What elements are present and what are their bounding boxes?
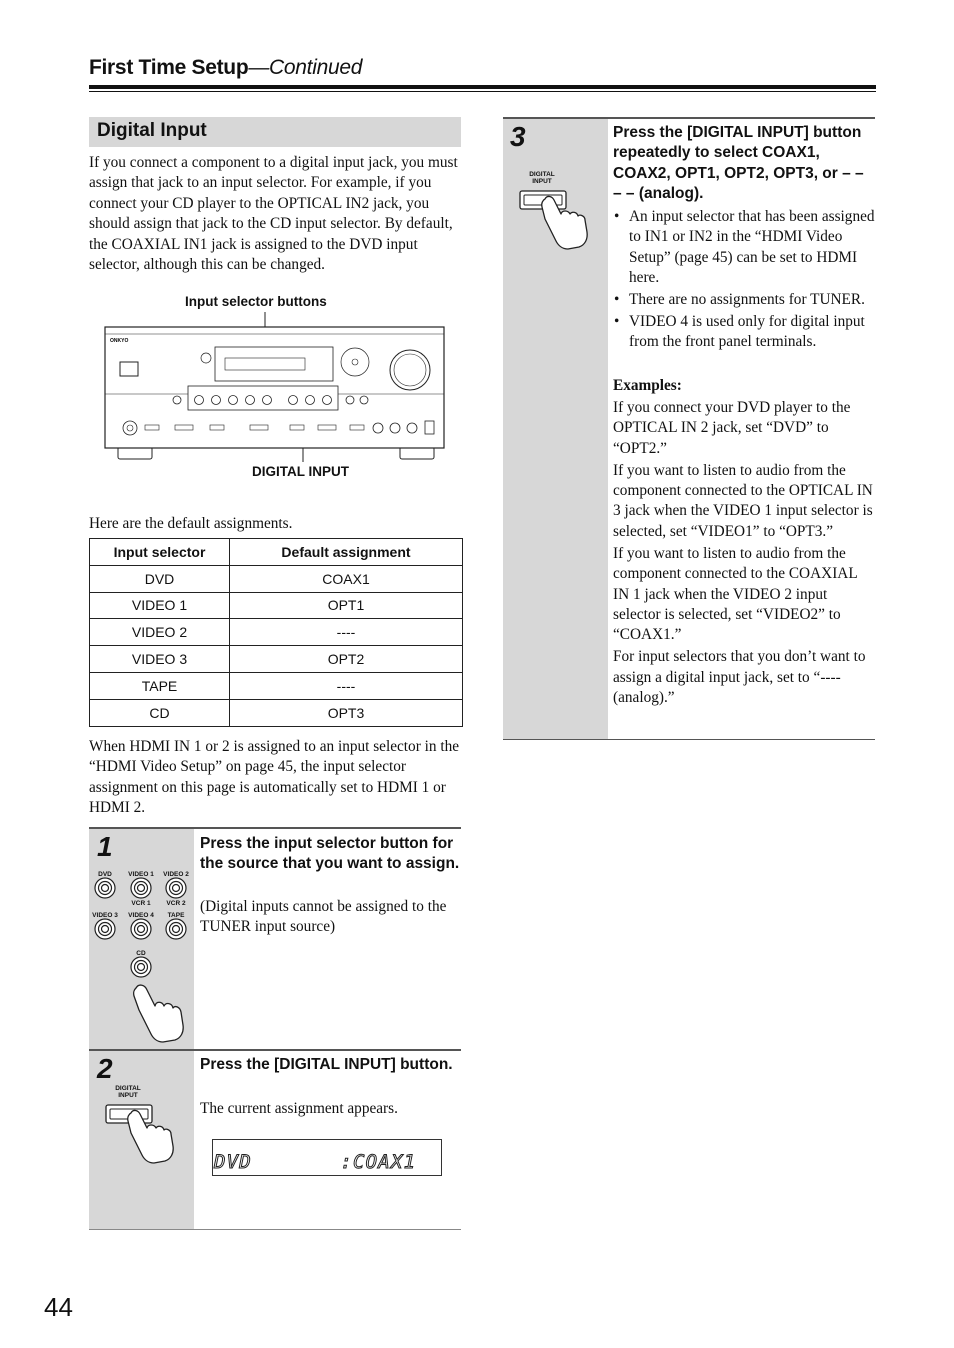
example-paragraph: For input selectors that you don’t want to assign a digital input jack, set to “---- (analog).” (613, 648, 866, 707)
hdmi-note-paragraph: When HDMI IN 1 or 2 is assigned to an input selector in the “HDMI Video Setup” on page 45, the input selector assignment on this page is automatically set to HDMI 1 or HDMI 2. (89, 738, 460, 817)
header-title-text: First Time Setup (89, 56, 249, 79)
table-cell: VIDEO 1 (90, 592, 230, 619)
step3-button-label-line2: INPUT (532, 178, 552, 185)
header-continued-text: —Continued (248, 56, 363, 79)
table-row (90, 565, 463, 592)
table-cell: VIDEO 3 (90, 646, 230, 673)
table-cell: VIDEO 2 (90, 619, 230, 646)
step2-number: 2 (97, 1053, 113, 1084)
step2-body: The current assignment appears. (200, 1100, 398, 1117)
lcd-display-text: DVD :COAX1 (214, 1151, 417, 1173)
vcr1-label: VCR 1 (131, 900, 151, 907)
table-row (90, 646, 463, 673)
example-paragraph: If you want to listen to audio from the component connected to the COAXIAL IN 1 jack when the VIDEO 2 input selector is selected, set “VIDEO2” to “COAX1.” (613, 544, 858, 644)
list-item: • An input selector that has been assigned to IN1 or IN2 in the “HDMI Video Setup” (page 45) can be set to HDMI here. (613, 207, 875, 289)
step3-number: 3 (510, 121, 526, 152)
input-selector-buttons-illustration (89, 870, 194, 1045)
step3-button-label (520, 171, 564, 185)
examples-block (613, 376, 875, 710)
section-title: Digital Input (97, 120, 207, 141)
step3-heading: Press the [DIGITAL INPUT] button repeatedly to select COAX1, COAX2, OPT1, OPT2, OPT3, or – – – – (analog). (613, 124, 864, 203)
digital-input-label: DIGITAL INPUT (252, 464, 349, 479)
table-header-input-selector: Input selector (90, 539, 230, 566)
brand-text: ONKYO (110, 338, 129, 344)
table-cell: CD (90, 699, 230, 726)
table-cell: COAX1 (230, 565, 463, 592)
step1-body: (Digital inputs cannot be assigned to the TUNER input source) (200, 898, 447, 936)
receiver-front-panel-diagram (100, 310, 452, 466)
table-header-default-assignment: Default assignment (230, 539, 463, 566)
step2-button-label-line2: INPUT (118, 1092, 138, 1099)
video1-button-label: VIDEO 1 (128, 871, 154, 878)
vcr2-label: VCR 2 (166, 900, 186, 907)
step1-number: 1 (97, 831, 113, 862)
table-cell: OPT3 (230, 699, 463, 726)
header-rule-thick (89, 85, 876, 89)
step1-heading: Press the input selector button for the source that you want to assign. (200, 835, 460, 873)
table-cell: OPT2 (230, 646, 463, 673)
table-cell: ---- (230, 672, 463, 699)
step2-heading: Press the [DIGITAL INPUT] button. (200, 1056, 453, 1073)
digital-input-button-illustration (518, 189, 598, 251)
table-cell: OPT1 (230, 592, 463, 619)
list-item: • There are no assignments for TUNER. (613, 290, 875, 310)
table-cell: TAPE (90, 672, 230, 699)
video4-button-label: VIDEO 4 (128, 912, 154, 919)
header-rule-thin (89, 91, 876, 92)
pointing-hand-icon (134, 985, 184, 1042)
examples-title: Examples: (613, 377, 682, 394)
video3-button-label: VIDEO 3 (92, 912, 118, 919)
table-row (90, 619, 463, 646)
table-row (90, 592, 463, 619)
digital-input-button-illustration (104, 1103, 184, 1165)
table-row (90, 699, 463, 726)
default-assignment-table (89, 538, 463, 727)
step3-button-label-line1: DIGITAL (529, 171, 555, 178)
list-item: • VIDEO 4 is used only for digital input from the front panel terminals. (613, 312, 875, 353)
video2-button-label: VIDEO 2 (163, 871, 189, 878)
tape-button-label: TAPE (167, 912, 185, 919)
table-cell: DVD (90, 565, 230, 592)
page-number: 44 (44, 1292, 73, 1322)
step3-bullet-list (613, 207, 875, 354)
dvd-button-label: DVD (98, 871, 112, 878)
example-paragraph: If you want to listen to audio from the component connected to the OPTICAL IN 3 jack when the VIDEO 1 input selector is selected, set “VIDEO1” to “OPT3.” (613, 461, 873, 540)
table-header-row (90, 539, 463, 566)
step2-button-label (106, 1085, 150, 1099)
defaults-intro: Here are the default assignments. (89, 515, 293, 532)
page-header-title (89, 56, 362, 80)
step2-bottom-rule (89, 1229, 461, 1230)
example-paragraph: If you connect your DVD player to the OPTICAL IN 2 jack, set “DVD” to “OPT2.” (613, 398, 851, 457)
input-selector-buttons-label: Input selector buttons (185, 294, 327, 309)
intro-paragraph: If you connect a component to a digital input jack, you must assign that jack to an input selector. For example, if you connect your CD player to the OPTICAL IN2 jack, you should assign that jack to the CD input selector. By default, the COAXIAL IN1 jack is assigned to the DVD input selector, although this can be changed. (89, 154, 458, 274)
step3-bottom-rule (503, 739, 875, 740)
table-row (90, 672, 463, 699)
table-cell: ---- (230, 619, 463, 646)
step2-button-label-line1: DIGITAL (115, 1085, 141, 1092)
cd-button-label: CD (136, 950, 146, 957)
